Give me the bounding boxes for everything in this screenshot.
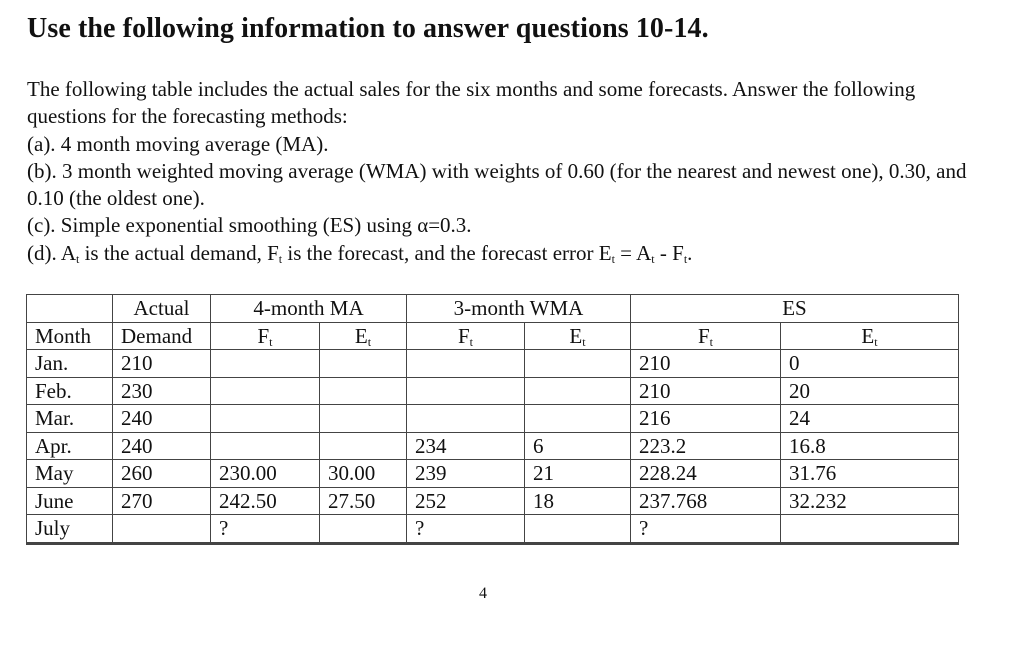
header-symbol: F — [257, 323, 270, 348]
cell-wma-error — [525, 515, 631, 544]
cell-demand — [113, 515, 211, 544]
table-row — [27, 405, 959, 433]
def-subscript: t — [278, 251, 283, 266]
cell-ma-error — [320, 515, 407, 544]
cell-es-forecast: 237.768 — [631, 487, 781, 515]
def-subscript: t — [683, 251, 688, 266]
cell-ma-forecast — [211, 405, 320, 433]
cell-demand: 240 — [113, 405, 211, 433]
cell-es-forecast: 210 — [631, 377, 781, 405]
intro-text: The following table includes the actual sales for the six months and some forecasts. Answer the following questions for the forecasting methods: — [27, 77, 916, 129]
method-a: (a). 4 month moving average (MA). — [27, 131, 329, 156]
cell-ma-error: 30.00 — [320, 460, 407, 488]
header-4-month-ma: 4-month MA — [211, 295, 407, 323]
page-title: Use the following information to answer questions 10-14. — [27, 13, 709, 44]
header-ma-et — [320, 322, 407, 350]
cell-ma-forecast: 230.00 — [211, 460, 320, 488]
cell-ma-forecast: 242.50 — [211, 487, 320, 515]
header-es-et — [781, 322, 959, 350]
table-row — [27, 487, 959, 515]
table-row — [27, 432, 959, 460]
method-c-text: (c). Simple exponential smoothing (ES) using — [27, 213, 418, 238]
header-subscript: t — [367, 334, 372, 349]
cell-ma-forecast — [211, 350, 320, 378]
alpha-symbol: α — [417, 213, 429, 238]
cell-demand: 240 — [113, 432, 211, 460]
cell-month: Jan. — [27, 350, 113, 378]
cell-demand: 230 — [113, 377, 211, 405]
header-symbol: E — [861, 323, 875, 348]
cell-es-error: 16.8 — [781, 432, 959, 460]
header-subscript: t — [874, 334, 878, 349]
group-header-row — [27, 295, 959, 323]
cell-month: May — [27, 460, 113, 488]
sub-header-row — [27, 322, 959, 350]
cell-es-forecast: 223.2 — [631, 432, 781, 460]
header-month: Month — [27, 322, 113, 350]
cell-demand: 210 — [113, 350, 211, 378]
instructions — [27, 76, 987, 267]
header-subscript: t — [582, 334, 586, 349]
header-demand: Demand — [113, 322, 211, 350]
header-subscript: t — [269, 334, 273, 349]
cell-wma-forecast: 239 — [407, 460, 525, 488]
header-symbol: F — [697, 323, 710, 348]
cell-ma-forecast — [211, 432, 320, 460]
cell-es-forecast: 216 — [631, 405, 781, 433]
definition-d — [27, 240, 987, 267]
method-c-value: =0.3. — [428, 213, 472, 238]
method-b: (b). 3 month weighted moving average (WMA) with weights of 0.60 (for the nearest and newest one), 0.30, and 0.10 (the oldest one). — [27, 158, 967, 211]
cell-es-forecast: ? — [631, 515, 781, 544]
header-actual: Actual — [113, 295, 211, 323]
cell-es-error: 31.76 — [781, 460, 959, 488]
cell-wma-error: 6 — [525, 432, 631, 460]
def-text: (d). A — [27, 240, 76, 265]
forecast-table — [26, 294, 959, 545]
cell-month: Apr. — [27, 432, 113, 460]
method-c — [27, 212, 987, 239]
cell-ma-forecast: ? — [211, 515, 320, 544]
header-wma-et — [525, 322, 631, 350]
header-symbol: F — [457, 323, 470, 348]
table-row — [27, 515, 959, 544]
cell-es-error — [781, 515, 959, 544]
cell-wma-forecast: 234 — [407, 432, 525, 460]
cell-wma-error: 18 — [525, 487, 631, 515]
header-es-ft — [631, 322, 781, 350]
header-3-month-wma: 3-month WMA — [407, 295, 631, 323]
table-row — [27, 460, 959, 488]
cell-wma-forecast — [407, 405, 525, 433]
cell-es-error: 32.232 — [781, 487, 959, 515]
header-ma-ft — [211, 322, 320, 350]
def-text: is the forecast, and the forecast error E — [282, 240, 612, 265]
header-symbol: E — [354, 323, 368, 348]
header-symbol: E — [569, 323, 583, 348]
cell-ma-error — [320, 377, 407, 405]
cell-es-forecast: 210 — [631, 350, 781, 378]
cell-wma-forecast: ? — [407, 515, 525, 544]
header-es: ES — [631, 295, 959, 323]
cell-wma-error — [525, 350, 631, 378]
cell-wma-forecast — [407, 377, 525, 405]
cell-ma-error — [320, 432, 407, 460]
cell-wma-forecast — [407, 350, 525, 378]
cell-demand: 270 — [113, 487, 211, 515]
header-wma-ft — [407, 322, 525, 350]
cell-wma-error: 21 — [525, 460, 631, 488]
cell-es-error: 20 — [781, 377, 959, 405]
cell-ma-error — [320, 350, 407, 378]
cell-month: Mar. — [27, 405, 113, 433]
header-empty-cell — [27, 295, 113, 323]
def-subscript: t — [651, 251, 655, 266]
cell-ma-error — [320, 405, 407, 433]
cell-ma-error: 27.50 — [320, 487, 407, 515]
def-subscript: t — [611, 251, 615, 266]
def-text: is the actual demand, F — [79, 240, 279, 265]
cell-demand: 260 — [113, 460, 211, 488]
header-subscript: t — [709, 334, 714, 349]
cell-es-forecast: 228.24 — [631, 460, 781, 488]
header-subscript: t — [469, 334, 474, 349]
cell-month: Feb. — [27, 377, 113, 405]
cell-month: July — [27, 515, 113, 544]
def-subscript: t — [76, 251, 80, 266]
def-text: . — [687, 240, 693, 265]
cell-wma-forecast: 252 — [407, 487, 525, 515]
cell-wma-error — [525, 405, 631, 433]
cell-es-error: 0 — [781, 350, 959, 378]
def-text: = A — [614, 240, 652, 265]
cell-es-error: 24 — [781, 405, 959, 433]
table-row — [27, 377, 959, 405]
cell-month: June — [27, 487, 113, 515]
def-text: - F — [654, 240, 684, 265]
cell-ma-forecast — [211, 377, 320, 405]
table-row — [27, 350, 959, 378]
page-number: 4 — [479, 585, 487, 602]
cell-wma-error — [525, 377, 631, 405]
